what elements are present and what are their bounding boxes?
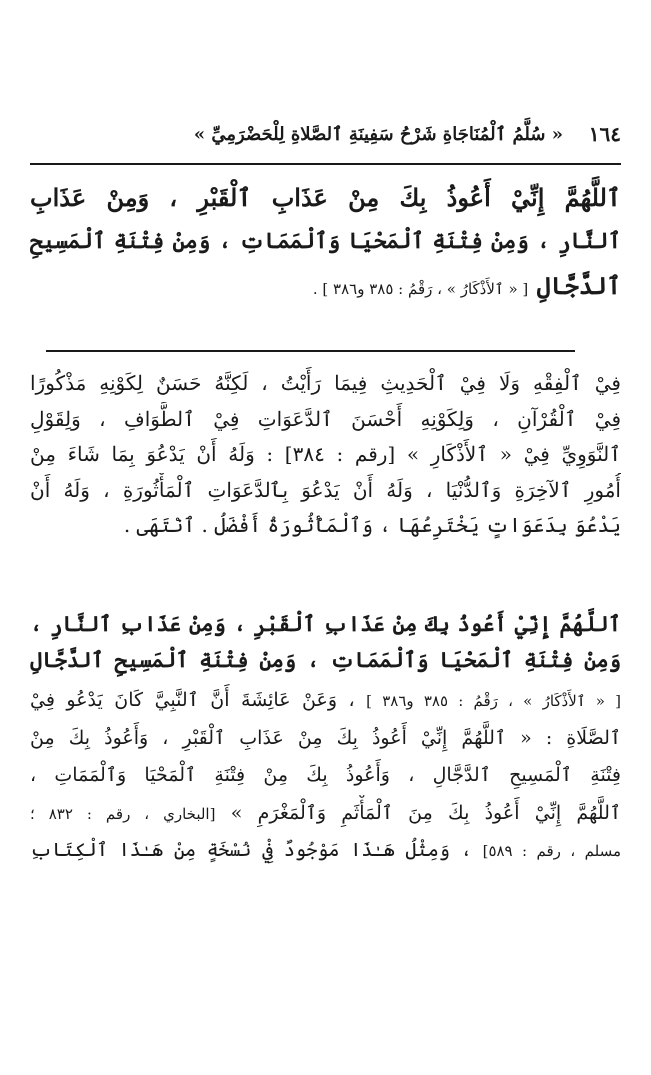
- quote-line: [30, 264, 621, 308]
- commentary-line: يَدْعُوَ بِدَعَوَاتٍ يَخْتَرِعُهَا ، وَٱلْمَأْثُورَةُ أَفْضَلُ . ٱنْتَهَى .: [123, 513, 621, 538]
- commentary-line: ٱلنَّوَوِيِّ فِيْ « ٱلأَذْكَارِ » [رقم : ٣٨٤] : وَلَهُ أَنْ يَدْعُوَ بِمَا شَاءَ مِنْ: [30, 442, 621, 467]
- commentary-line: أُمُورِ ٱلآخِرَةِ وَٱلدُّنْيَا ، وَلَهُ أَنْ يَدْعُوَ بِٱلدَّعَوَاتِ ٱلْمَأْثُورَةِ ، وَلَهُ أَنْ: [30, 477, 621, 502]
- hadith-line-text: ٱللَّهُمَّ إِنِّيْ أَعُوذُ بِكَ مِنَ ٱلْمَأْثَمِ وَٱلْمَغْرَمِ »: [230, 801, 621, 824]
- running-title: « سُلَّمُ ٱلْمُنَاجَاةِ شَرْحُ سَفِينَةِ ٱلصَّلاةِ لِلْحَضْرَمِيِّ »: [193, 124, 563, 145]
- dua-line: وَمِنْ فِتْنَةِ ٱلْمَحْيَا وَٱلْمَمَاتِ ، وَمِنْ فِتْنَةِ ٱلْمَسِيحِ ٱلدَّجَّالِ: [30, 647, 621, 672]
- quote-line-text: ٱلدَّجَّالِ: [536, 271, 621, 300]
- hadith-line: [30, 682, 621, 720]
- quote-line: ٱللَّهُمَّ إِنِّيْ أَعُوذُ بِكَ مِنْ عَذَابِ ٱلْقَبْرِ ، وَمِنْ عَذَابِ: [30, 183, 621, 212]
- hadith-line: [30, 795, 621, 833]
- quote-citation: [ « ٱلأَذْكَارُ » ، رَقْمُ : ٣٨٥ و٣٨٦ ] .: [312, 280, 529, 298]
- hadith-line: فِتْنَةِ ٱلْمَسِيحِ ٱلدَّجَّالِ ، وَأَعُوذُ بِكَ مِنْ فِتْنَةِ ٱلْمَحْيَا وَٱلْمَمَاتِ ،: [30, 764, 621, 786]
- hadith-line-text: ، وَمِثْلُ هَـٰذَا مَوْجُودٌ فِيْ نُسْخَةٍ مِنْ هَـٰذَا ٱلْكِتَابِ: [30, 839, 472, 861]
- dua-line: ٱللَّهُمَّ إِنِّيْ أَعُوذُ بِكَ مِنْ عَذَابِ ٱلْقَبْرِ ، وَمِنْ عَذَابِ ٱلنَّارِ ،: [30, 611, 621, 636]
- hadith-line: [30, 832, 621, 870]
- commentary-line: فِيْ ٱلْقُرْآنِ ، وَلِكَوْنِهِ أَحْسَنَ ٱلدَّعَوَاتِ فِيْ ٱلطَّوَافِ ، وَلِقَوْلِ: [30, 406, 621, 431]
- commentary-text: [30, 366, 621, 544]
- commentary-line: فِيْ ٱلْفِقْهِ وَلَا فِيْ ٱلْحَدِيثِ فِيمَا رَأَيْتُ ، لَكِنَّهُ حَسَنٌ لِكَوْنِهِ مَذْكُورًا: [30, 371, 621, 395]
- hadith-citation: [ « ٱلأَذْكَارُ » ، رَقْمُ : ٣٨٥ و٣٨٦ ]: [366, 692, 621, 710]
- hadith-line: ٱلصَّلَاةِ : « ٱللَّهُمَّ إِنِّيْ أَعُوذُ بِكَ مِنْ عَذَابِ ٱلْقَبْرِ ، وَأَعُوذُ بِكَ مِنْ: [30, 726, 621, 749]
- quote-line: ٱلنَّارِ ، وَمِنْ فِتْنَةِ ٱلْمَحْيَا وَٱلْمَمَاتِ ، وَمِنْ فِتْنَةِ ٱلْمَسِيحِ: [30, 229, 621, 254]
- hadith-line-text: ، وَعَنْ عَائِشَةَ أَنَّ ٱلنَّبِيَّ كَانَ يَدْعُو فِيْ: [30, 689, 355, 711]
- hadith-text: [30, 682, 621, 870]
- dua-text: [30, 606, 621, 678]
- hadith-citation: [البخاري ، رقم : ٨٣٢ ؛: [30, 804, 216, 823]
- footnote-separator: [46, 350, 575, 352]
- page-header: [120, 118, 621, 158]
- page-number: ١٦٤: [588, 122, 621, 146]
- header-rule: [30, 163, 621, 165]
- main-text-quote: [30, 176, 621, 308]
- hadith-citation: مسلم ، رقم : ٥٨٩]: [482, 842, 621, 860]
